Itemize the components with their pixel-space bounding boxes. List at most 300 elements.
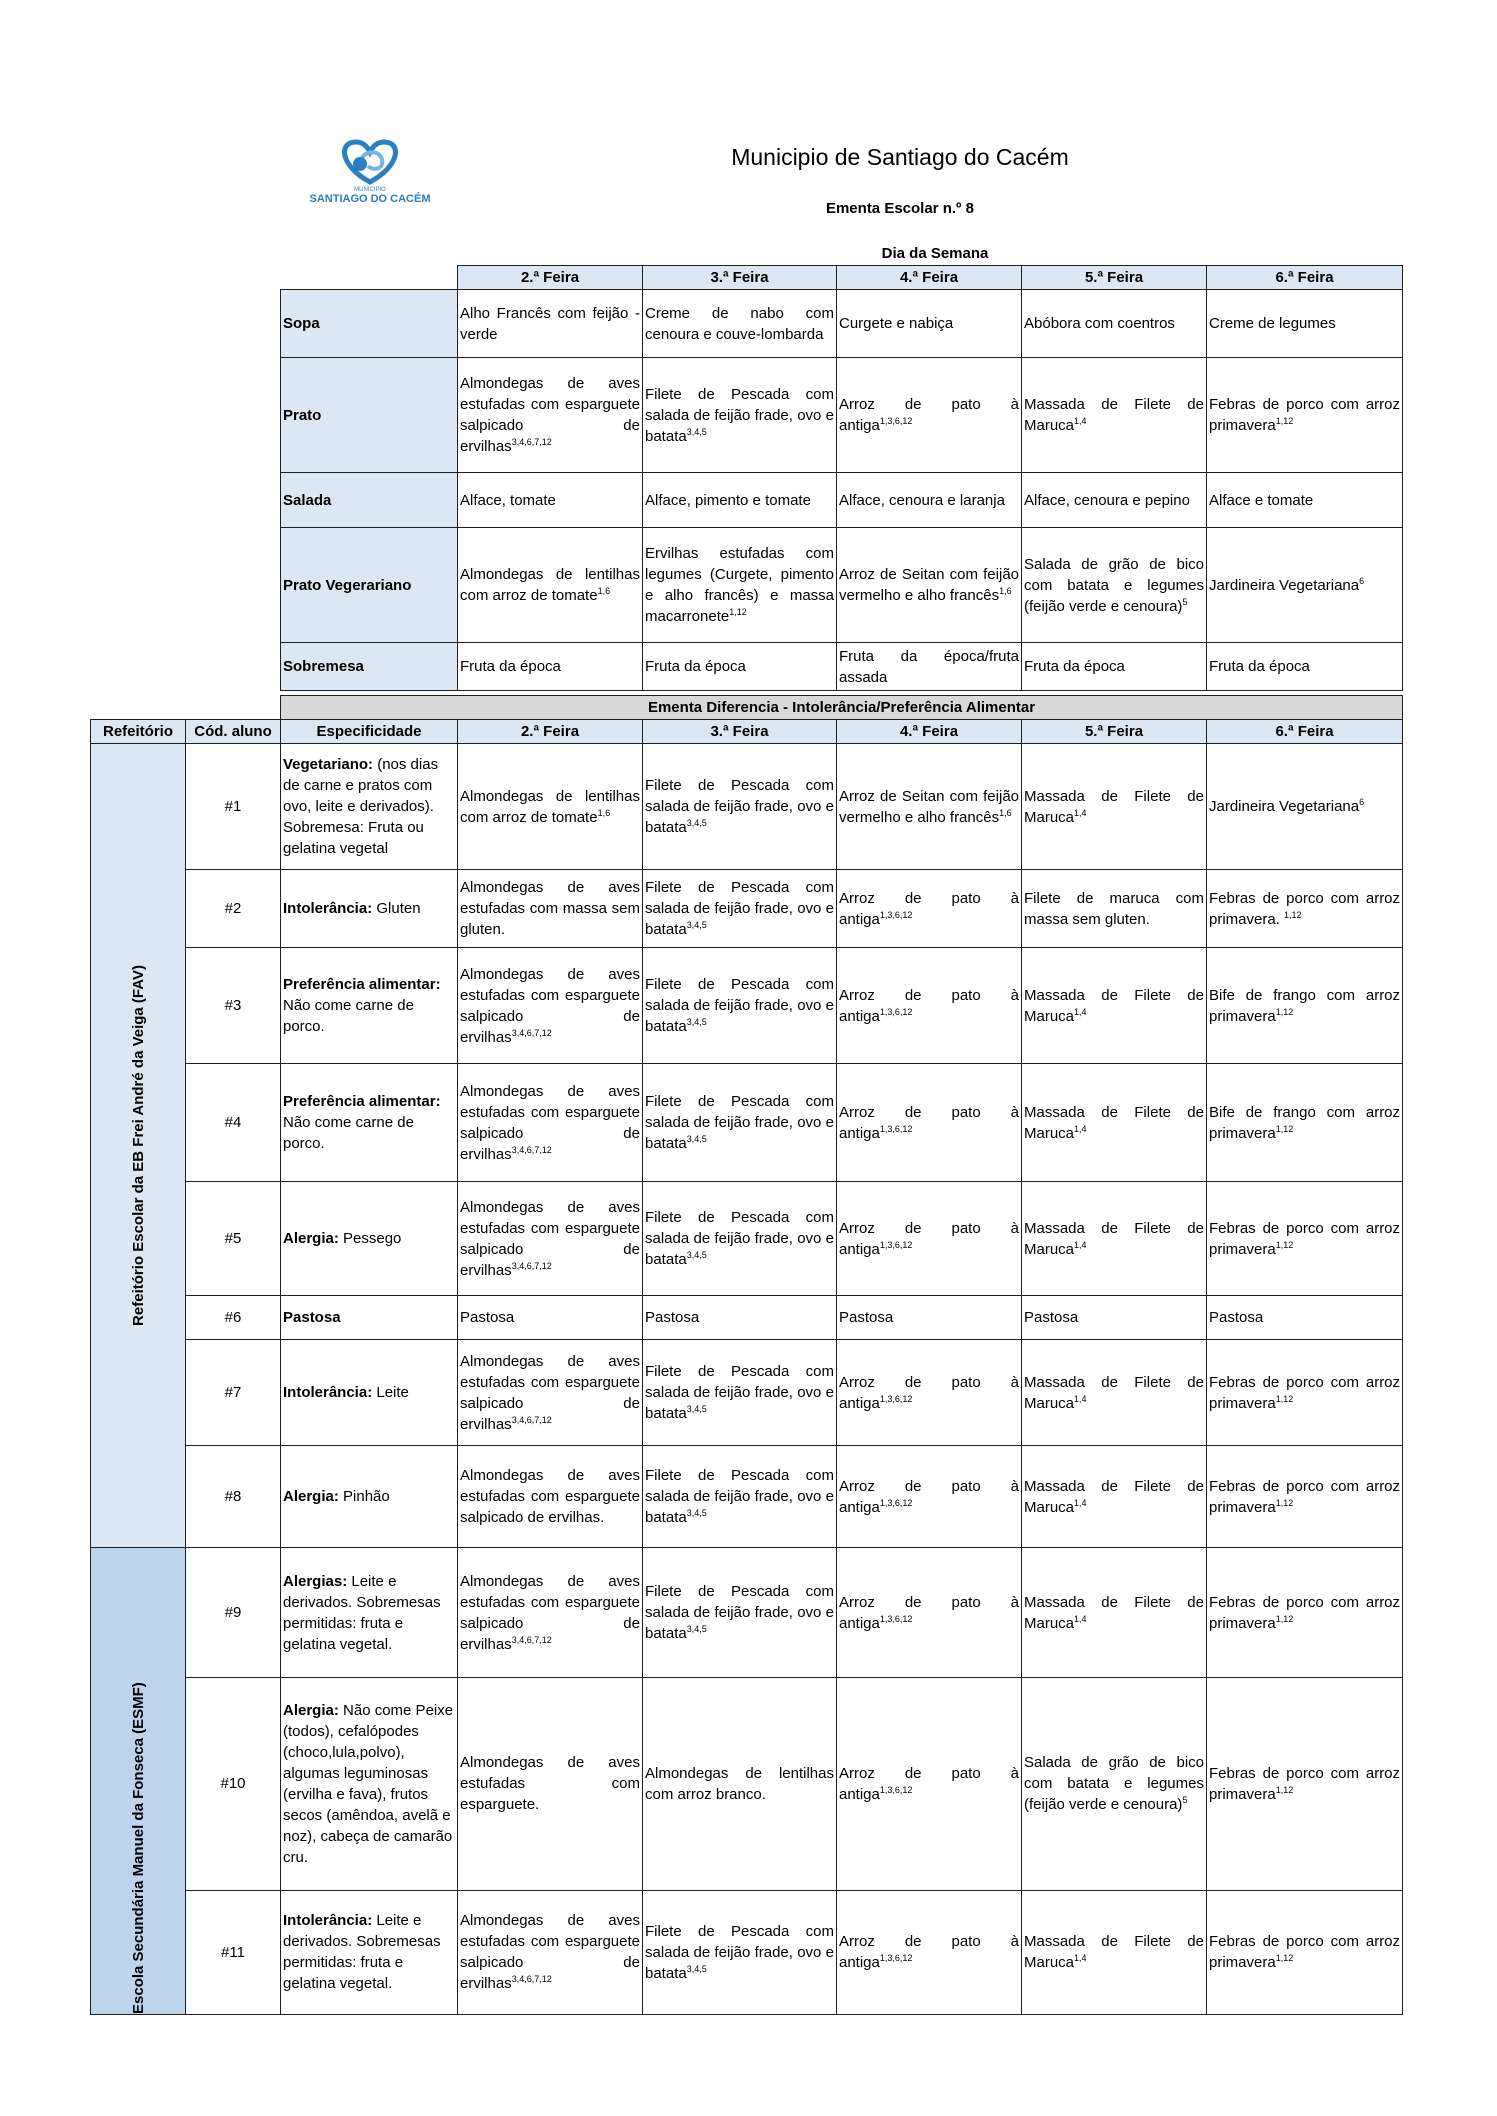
dish-text: Febras de porco com arroz primavera xyxy=(1209,396,1400,434)
allergen-codes: 3,4,5 xyxy=(686,920,707,930)
dish-text: Filete de Pescada com salada de feijão frade, ovo e batata xyxy=(645,976,834,1035)
menu-cell xyxy=(837,358,1022,473)
menu-cell xyxy=(1207,948,1403,1064)
dish-text: Almondegas de lentilhas com arroz de tomate xyxy=(460,787,640,826)
menu-row xyxy=(281,473,1403,528)
menu-cell xyxy=(837,1548,1022,1678)
allergen-codes: 5 xyxy=(1182,1795,1188,1806)
menu-cell xyxy=(837,870,1022,948)
dish-text: Fruta da época xyxy=(1024,658,1125,675)
dish-text: Almondegas de aves estufadas com esparguete salpicado de ervilhas xyxy=(460,1082,640,1163)
student-row xyxy=(91,1182,1403,1296)
dish-text: Almondegas de aves estufadas com esparguete. xyxy=(460,1754,640,1814)
menu-cell xyxy=(1207,528,1403,643)
allergen-codes: 6 xyxy=(1359,575,1365,586)
menu-cell xyxy=(1207,1064,1403,1182)
dish-text: Filete de Pescada com salada de feijão frade, ovo e batata xyxy=(645,777,834,836)
menu-cell xyxy=(643,1548,837,1678)
dish-text: Alface, tomate xyxy=(460,491,556,509)
allergen-codes: 3,4,6,7,12 xyxy=(511,437,552,447)
menu-cell xyxy=(1022,1446,1207,1548)
allergen-codes: 1,6 xyxy=(597,586,611,596)
menu-cell xyxy=(1022,1064,1207,1182)
allergen-codes: 1,6 xyxy=(999,807,1012,818)
dish-text: Bife de frango com arroz primavera xyxy=(1209,986,1401,1025)
allergen-codes: 1,12 xyxy=(1275,1239,1294,1250)
allergen-codes: 3,4,6,7,12 xyxy=(511,1260,552,1271)
menu-cell xyxy=(643,528,837,643)
dish-text: Massada de Filete de Maruca xyxy=(1024,986,1204,1025)
dish-text: Almondegas de aves estufadas com massa sem gluten. xyxy=(460,879,640,938)
day-header: 6.ª Feira xyxy=(1207,266,1403,290)
cafeteria-name: Escola Secundária Manuel da Fonseca (ESMF) xyxy=(129,1682,147,2014)
dish-text: Filete de Pescada com salada de feijão frade, ovo e batata xyxy=(645,1467,834,1526)
menu-cell xyxy=(837,1340,1022,1446)
specificity-detail: Não come Peixe (todos), cefalópodes (choco,lula,polvo), algumas leguminosas (ervilha e fava), frutos secos (amêndoa, avelã e noz), cabeça de camarão cru. xyxy=(283,1701,454,1866)
dish-text: Alface, cenoura e laranja xyxy=(839,491,1005,509)
dish-text: Arroz de pato à antiga xyxy=(839,396,1019,434)
specificity-type: Vegetariano: xyxy=(283,756,374,773)
specificity-type: Intolerância: xyxy=(283,1384,373,1401)
day-header: 3.ª Feira xyxy=(643,266,837,290)
menu-cell xyxy=(1207,358,1403,473)
cafeteria-name: Refeitório Escolar da EB Frei André da Veiga (FAV) xyxy=(129,965,147,1326)
dish-text: Arroz de Seitan com feijão vermelho e alho francês xyxy=(839,566,1019,604)
allergen-codes: 3,4,6,7,12 xyxy=(511,1027,552,1038)
student-code: #11 xyxy=(186,1890,281,2014)
menu-cell xyxy=(837,948,1022,1064)
dish-text: Arroz de Seitan com feijão vermelho e alho francês xyxy=(839,787,1019,826)
dish-text: Fruta da época xyxy=(1209,658,1310,675)
dish-text: Febras de porco com arroz primavera xyxy=(1209,1373,1401,1412)
dish-text: Almondegas de aves estufadas com esparguete salpicado de ervilhas xyxy=(460,1572,640,1653)
dish-text: Jardineira Vegetariana xyxy=(1209,576,1360,594)
student-row xyxy=(91,1890,1403,2014)
menu-row xyxy=(281,643,1403,691)
dish-text: Febras de porco com arroz primavera xyxy=(1209,1477,1401,1516)
specificity-type: Intolerância: xyxy=(283,1912,373,1930)
allergen-codes: 3,4,5 xyxy=(686,426,707,437)
dish-text: Massada de Filete de Maruca xyxy=(1024,1373,1204,1412)
menu-cell xyxy=(837,1446,1022,1548)
allergen-codes: 1,12 xyxy=(1275,1953,1294,1964)
menu-cell xyxy=(643,1296,837,1340)
dish-text: Alho Francês com feijão - verde xyxy=(460,304,640,343)
student-code: #1 xyxy=(186,744,281,870)
menu-cell xyxy=(1022,948,1207,1064)
menu-cell xyxy=(1022,1678,1207,1890)
menu-cell xyxy=(1022,643,1207,691)
dish-text: Fruta da época xyxy=(645,658,746,675)
menu-cell xyxy=(458,358,643,473)
specificity-type: Intolerância: xyxy=(283,900,373,917)
specificity-cell xyxy=(281,1890,458,2014)
specificity-detail: Não come carne de porco. xyxy=(283,1114,414,1152)
menu-cell xyxy=(1207,1446,1403,1548)
menu-subtitle: Ementa Escolar n.º 8 xyxy=(825,200,975,217)
menu-cell xyxy=(837,1296,1022,1340)
menu-cell xyxy=(837,744,1022,870)
dish-text: Filete de Pescada com salada de feijão frade, ovo e batata xyxy=(645,1093,834,1152)
menu-cell xyxy=(1022,744,1207,870)
student-code: #6 xyxy=(186,1296,281,1340)
dish-text: Almondegas de aves estufadas com esparguete salpicado de ervilhas xyxy=(460,1912,640,1993)
menu-cell xyxy=(643,473,837,528)
specificity-type: Alergias: xyxy=(283,1572,348,1590)
menu-cell xyxy=(1022,1890,1207,2014)
menu-cell xyxy=(643,358,837,473)
allergen-codes: 3,4,5 xyxy=(686,1508,707,1518)
column-header-specificity: Especificidade xyxy=(281,720,458,744)
allergen-codes: 1,4 xyxy=(1074,1497,1087,1508)
allergen-codes: 3,4,6,7,12 xyxy=(511,1974,552,1985)
menu-cell xyxy=(643,948,837,1064)
dish-text: Pastosa xyxy=(460,1309,515,1326)
menu-cell xyxy=(837,473,1022,528)
student-row xyxy=(91,1446,1403,1548)
allergen-codes: 1,3,6,12 xyxy=(879,1123,913,1134)
cafeteria-esmf xyxy=(91,1548,186,2015)
specificity-detail: Pessego xyxy=(338,1230,402,1247)
menu-cell xyxy=(1207,290,1403,358)
student-code: #3 xyxy=(186,948,281,1064)
allergen-codes: 3,4,5 xyxy=(686,1963,707,1974)
dish-text: Arroz de pato à antiga xyxy=(839,1373,1019,1412)
dish-text: Arroz de pato à antiga xyxy=(839,1103,1019,1142)
specificity-cell xyxy=(281,1064,458,1182)
menu-cell xyxy=(1207,1548,1403,1678)
specificity-cell xyxy=(281,1446,458,1548)
menu-cell xyxy=(643,1890,837,2014)
student-code: #9 xyxy=(186,1548,281,1678)
day-header: 4.ª Feira xyxy=(837,720,1022,744)
menu-cell xyxy=(837,1678,1022,1890)
dish-text: Jardineira Vegetariana xyxy=(1209,798,1360,815)
allergen-codes: 1,12 xyxy=(1275,1006,1294,1017)
dish-text: Almondegas de lentilhas com arroz branco. xyxy=(645,1764,834,1803)
menu-cell xyxy=(1207,643,1403,691)
dish-text: Bife de frango com arroz primavera xyxy=(1209,1103,1401,1142)
allergen-codes: 1,4 xyxy=(1074,807,1087,818)
cafeteria-fav xyxy=(91,744,186,1548)
specificity-detail: Leite e derivados. Sobremesas permitidas: fruta e gelatina vegetal. xyxy=(283,1572,441,1653)
specificity-detail: Gluten xyxy=(372,900,421,917)
day-header: 3.ª Feira xyxy=(643,720,837,744)
allergen-codes: 1,3,6,12 xyxy=(879,1393,913,1404)
dish-text: Filete de Pescada com salada de feijão frade, ovo e batata xyxy=(645,385,834,445)
menu-cell xyxy=(458,643,643,691)
logo-text-small: MUNICIPIO xyxy=(354,187,386,193)
dish-text: Massada de Filete de Maruca xyxy=(1024,1103,1204,1142)
dish-text: Filete de Pescada com salada de feijão frade, ovo e batata xyxy=(645,879,834,938)
allergen-codes: 1,3,6,12 xyxy=(879,416,913,426)
menu-cell xyxy=(458,1678,643,1890)
dish-text: Pastosa xyxy=(645,1309,700,1326)
differentiated-title: Ementa Diferencia - Intolerância/Preferência Alimentar xyxy=(281,696,1403,720)
dish-text: Fruta da época/fruta assada xyxy=(839,647,1019,686)
menu-cell xyxy=(643,870,837,948)
page-title: Municipio de Santiago do Cacém xyxy=(731,144,1069,170)
dish-text: Arroz de pato à antiga xyxy=(839,1593,1019,1632)
allergen-codes: 3,4,6,7,12 xyxy=(511,1634,552,1645)
menu-cell xyxy=(1022,1548,1207,1678)
dish-text: Massada de Filete de Maruca xyxy=(1024,1933,1204,1972)
menu-cell xyxy=(1022,528,1207,643)
allergen-codes: 1,12 xyxy=(1275,1393,1294,1404)
specificity-detail: (nos dias de carne e pratos com ovo, leite e derivados). Sobremesa: Fruta ou gelatina vegetal xyxy=(283,756,439,857)
student-row xyxy=(91,1296,1403,1340)
allergen-codes: 1,6 xyxy=(999,586,1012,596)
day-header: 5.ª Feira xyxy=(1022,720,1207,744)
menu-cell xyxy=(458,1548,643,1678)
allergen-codes: 3,4,5 xyxy=(686,818,707,828)
menu-cell xyxy=(643,744,837,870)
dish-text: Febras de porco com arroz primavera. xyxy=(1209,889,1401,928)
specificity-detail: Leite xyxy=(372,1384,409,1401)
specificity-type: Preferência alimentar: xyxy=(283,976,441,993)
allergen-codes: 3,4,5 xyxy=(686,1404,707,1414)
menu-cell xyxy=(1207,744,1403,870)
student-code: #10 xyxy=(186,1678,281,1890)
menu-cell xyxy=(458,1064,643,1182)
dish-text: Febras de porco com arroz primavera xyxy=(1209,1933,1401,1972)
allergen-codes: 1,12 xyxy=(1275,1613,1294,1624)
dish-text: Pastosa xyxy=(1209,1309,1264,1326)
allergen-codes: 5 xyxy=(1182,596,1188,607)
student-row xyxy=(91,1548,1403,1678)
day-header: 4.ª Feira xyxy=(837,266,1022,290)
logo-text: SANTIAGO DO CACÉM xyxy=(309,193,431,205)
menu-cell xyxy=(1207,1340,1403,1446)
allergen-codes: 1,12 xyxy=(1284,909,1302,920)
dish-text: Fruta da época xyxy=(460,658,561,675)
student-code: #7 xyxy=(186,1340,281,1446)
menu-cell xyxy=(1022,870,1207,948)
student-code: #4 xyxy=(186,1064,281,1182)
dish-text: Febras de porco com arroz primavera xyxy=(1209,1764,1401,1803)
menu-cell xyxy=(458,744,643,870)
allergen-codes: 1,4 xyxy=(1074,1393,1087,1404)
specificity-type: Alergia: xyxy=(283,1488,339,1505)
menu-cell xyxy=(837,1890,1022,2014)
specificity-cell xyxy=(281,1296,458,1340)
menu-cell xyxy=(1022,473,1207,528)
dish-text: Filete de Pescada com salada de feijão frade, ovo e batata xyxy=(645,1583,834,1643)
student-row xyxy=(91,1064,1403,1182)
student-code: #5 xyxy=(186,1182,281,1296)
menu-cell xyxy=(643,1340,837,1446)
student-row xyxy=(91,948,1403,1064)
student-code: #8 xyxy=(186,1446,281,1548)
allergen-codes: 1,12 xyxy=(1275,1123,1294,1134)
menu-cell xyxy=(458,1296,643,1340)
column-header-code: Cód. aluno xyxy=(186,720,281,744)
allergen-codes: 1,4 xyxy=(1074,1006,1087,1017)
dish-text: Arroz de pato à antiga xyxy=(839,1933,1019,1972)
specificity-type: Preferência alimentar: xyxy=(283,1093,441,1110)
specificity-detail: Leite e derivados. Sobremesas permitidas: fruta e gelatina vegetal. xyxy=(283,1912,441,1993)
allergen-codes: 1,4 xyxy=(1074,1239,1087,1250)
dish-text: Alface, cenoura e pepino xyxy=(1024,491,1190,509)
menu-cell xyxy=(458,1340,643,1446)
specificity-cell xyxy=(281,1678,458,1890)
dish-text: Almondegas de aves estufadas com esparguete salpicado de ervilhas xyxy=(460,1352,640,1433)
specificity-detail: Pinhão xyxy=(338,1488,390,1505)
dish-text: Arroz de pato à antiga xyxy=(839,986,1019,1025)
menu-row xyxy=(281,358,1403,473)
allergen-codes: 1,12 xyxy=(729,607,747,617)
menu-cell xyxy=(458,473,643,528)
course-label: Prato xyxy=(281,358,458,473)
specificity-type: Alergia: xyxy=(283,1701,339,1719)
menu-cell xyxy=(458,1890,643,2014)
dish-text: Ervilhas estufadas com legumes (Curgete, pimento e alho francês) e massa macarronete xyxy=(645,545,834,625)
menu-cell xyxy=(1207,870,1403,948)
allergen-codes: 1,3,6,12 xyxy=(879,1953,913,1964)
allergen-codes: 3,4,5 xyxy=(686,1017,707,1027)
dish-text: Curgete e nabiça xyxy=(839,315,954,332)
menu-cell xyxy=(643,1064,837,1182)
dish-text: Massada de Filete de Maruca xyxy=(1024,1593,1204,1632)
weekday-heading: Dia da Semana xyxy=(881,245,989,262)
menu-cell xyxy=(458,1182,643,1296)
dish-text: Almondegas de aves estufadas com esparguete salpicado de ervilhas xyxy=(460,1198,640,1279)
day-header: 2.ª Feira xyxy=(458,720,643,744)
allergen-codes: 1,3,6,12 xyxy=(879,1784,913,1795)
dish-text: Almondegas de lentilhas com arroz de tomate xyxy=(460,566,640,604)
allergen-codes: 1,12 xyxy=(1275,416,1294,426)
menu-cell xyxy=(458,1446,643,1548)
menu-row xyxy=(281,528,1403,643)
menu-cell xyxy=(837,1064,1022,1182)
allergen-codes: 1,3,6,12 xyxy=(879,1006,913,1017)
dish-text: Filete de Pescada com salada de feijão frade, ovo e batata xyxy=(645,1922,834,1982)
menu-cell xyxy=(1022,290,1207,358)
dish-text: Almondegas de aves estufadas com esparguete salpicado de ervilhas xyxy=(460,965,640,1046)
menu-cell xyxy=(643,1446,837,1548)
dish-text: Arroz de pato à antiga xyxy=(839,889,1019,928)
dish-text: Massada de Filete de Maruca xyxy=(1024,787,1204,826)
menu-cell xyxy=(458,290,643,358)
menu-cell xyxy=(458,870,643,948)
allergen-codes: 1,4 xyxy=(1074,1953,1087,1964)
menu-cell xyxy=(458,528,643,643)
student-row xyxy=(91,744,1403,870)
allergen-codes: 1,3,6,12 xyxy=(879,1239,913,1250)
dish-text: Alface e tomate xyxy=(1209,491,1314,509)
dish-text: Pastosa xyxy=(1024,1309,1079,1326)
dish-text: Salada de grão de bico com batata e legumes (feijão verde e cenoura) xyxy=(1024,555,1204,615)
menu-cell xyxy=(643,1678,837,1890)
specificity-type: Alergia: xyxy=(283,1230,339,1247)
dish-text: Creme de legumes xyxy=(1209,315,1336,332)
dish-text: Arroz de pato à antiga xyxy=(839,1219,1019,1258)
dish-text: Febras de porco com arroz primavera xyxy=(1209,1219,1401,1258)
dish-text: Massada de Filete de Maruca xyxy=(1024,1477,1204,1516)
specificity-cell xyxy=(281,1182,458,1296)
dish-text: Febras de porco com arroz primavera xyxy=(1209,1593,1401,1632)
specificity-cell xyxy=(281,1340,458,1446)
allergen-codes: 6 xyxy=(1359,797,1365,807)
menu-cell xyxy=(837,643,1022,691)
course-label: Sobremesa xyxy=(281,643,458,691)
menu-row xyxy=(281,290,1403,358)
allergen-codes: 1,3,6,12 xyxy=(879,1497,913,1508)
allergen-codes: 1,4 xyxy=(1074,416,1087,426)
menu-cell xyxy=(1022,1340,1207,1446)
student-row xyxy=(91,1678,1403,1890)
allergen-codes: 1,12 xyxy=(1275,1784,1294,1795)
menu-cell xyxy=(458,948,643,1064)
allergen-codes: 3,4,6,7,12 xyxy=(511,1144,552,1155)
student-code: #2 xyxy=(186,870,281,948)
specificity-cell xyxy=(281,948,458,1064)
course-label: Salada xyxy=(281,473,458,528)
allergen-codes: 1,3,6,12 xyxy=(879,909,913,920)
differentiated-menu-table xyxy=(90,695,1403,2015)
dish-text: Massada de Filete de Maruca xyxy=(1024,396,1204,434)
menu-cell xyxy=(837,528,1022,643)
course-label: Prato Vegerariano xyxy=(281,528,458,643)
allergen-codes: 3,4,5 xyxy=(686,1624,707,1635)
menu-cell xyxy=(1022,358,1207,473)
menu-cell xyxy=(1207,1678,1403,1890)
menu-cell xyxy=(1022,1296,1207,1340)
dish-text: Pastosa xyxy=(839,1309,894,1326)
menu-cell xyxy=(1207,1890,1403,2014)
dish-text: Filete de Pescada com salada de feijão frade, ovo e batata xyxy=(645,1209,834,1268)
specificity-cell xyxy=(281,744,458,870)
student-row xyxy=(91,1340,1403,1446)
dish-text: Alface, pimento e tomate xyxy=(645,491,811,509)
allergen-codes: 1,12 xyxy=(1275,1497,1294,1508)
allergen-codes: 1,3,6,12 xyxy=(879,1613,913,1624)
dish-text: Abóbora com coentros xyxy=(1024,315,1175,332)
menu-cell xyxy=(643,643,837,691)
dish-text: Almondegas de aves estufadas com esparguete salpicado de ervilhas xyxy=(460,375,640,455)
allergen-codes: 3,4,5 xyxy=(686,1250,707,1260)
menu-cell xyxy=(1022,1182,1207,1296)
dish-text: Almondegas de aves estufadas com esparguete salpicado de ervilhas. xyxy=(460,1467,640,1526)
day-header: 6.ª Feira xyxy=(1207,720,1403,744)
menu-cell xyxy=(1207,473,1403,528)
specificity-type: Pastosa xyxy=(283,1309,341,1326)
menu-cell xyxy=(643,290,837,358)
student-row xyxy=(91,870,1403,948)
weekly-menu-table xyxy=(280,265,1403,691)
day-header: 5.ª Feira xyxy=(1022,266,1207,290)
menu-cell xyxy=(837,1182,1022,1296)
specificity-cell xyxy=(281,1548,458,1678)
allergen-codes: 1,4 xyxy=(1074,1613,1087,1624)
dish-text: Salada de grão de bico com batata e legumes (feijão verde e cenoura) xyxy=(1024,1754,1204,1814)
column-header-refeitorio: Refeitório xyxy=(91,720,186,744)
dish-text: Massada de Filete de Maruca xyxy=(1024,1219,1204,1258)
allergen-codes: 1,6 xyxy=(597,807,611,818)
allergen-codes: 3,4,6,7,12 xyxy=(511,1414,552,1425)
specificity-cell xyxy=(281,870,458,948)
allergen-codes: 1,4 xyxy=(1074,1123,1087,1134)
menu-cell xyxy=(643,1182,837,1296)
menu-cell xyxy=(837,290,1022,358)
municipality-logo xyxy=(300,136,440,212)
dish-text: Arroz de pato à antiga xyxy=(839,1477,1019,1516)
dish-text: Filete de Pescada com salada de feijão frade, ovo e batata xyxy=(645,1363,834,1422)
dish-text: Creme de nabo com cenoura e couve-lombarda xyxy=(645,304,834,343)
menu-cell xyxy=(1207,1296,1403,1340)
allergen-codes: 3,4,5 xyxy=(686,1134,707,1144)
menu-cell xyxy=(1207,1182,1403,1296)
